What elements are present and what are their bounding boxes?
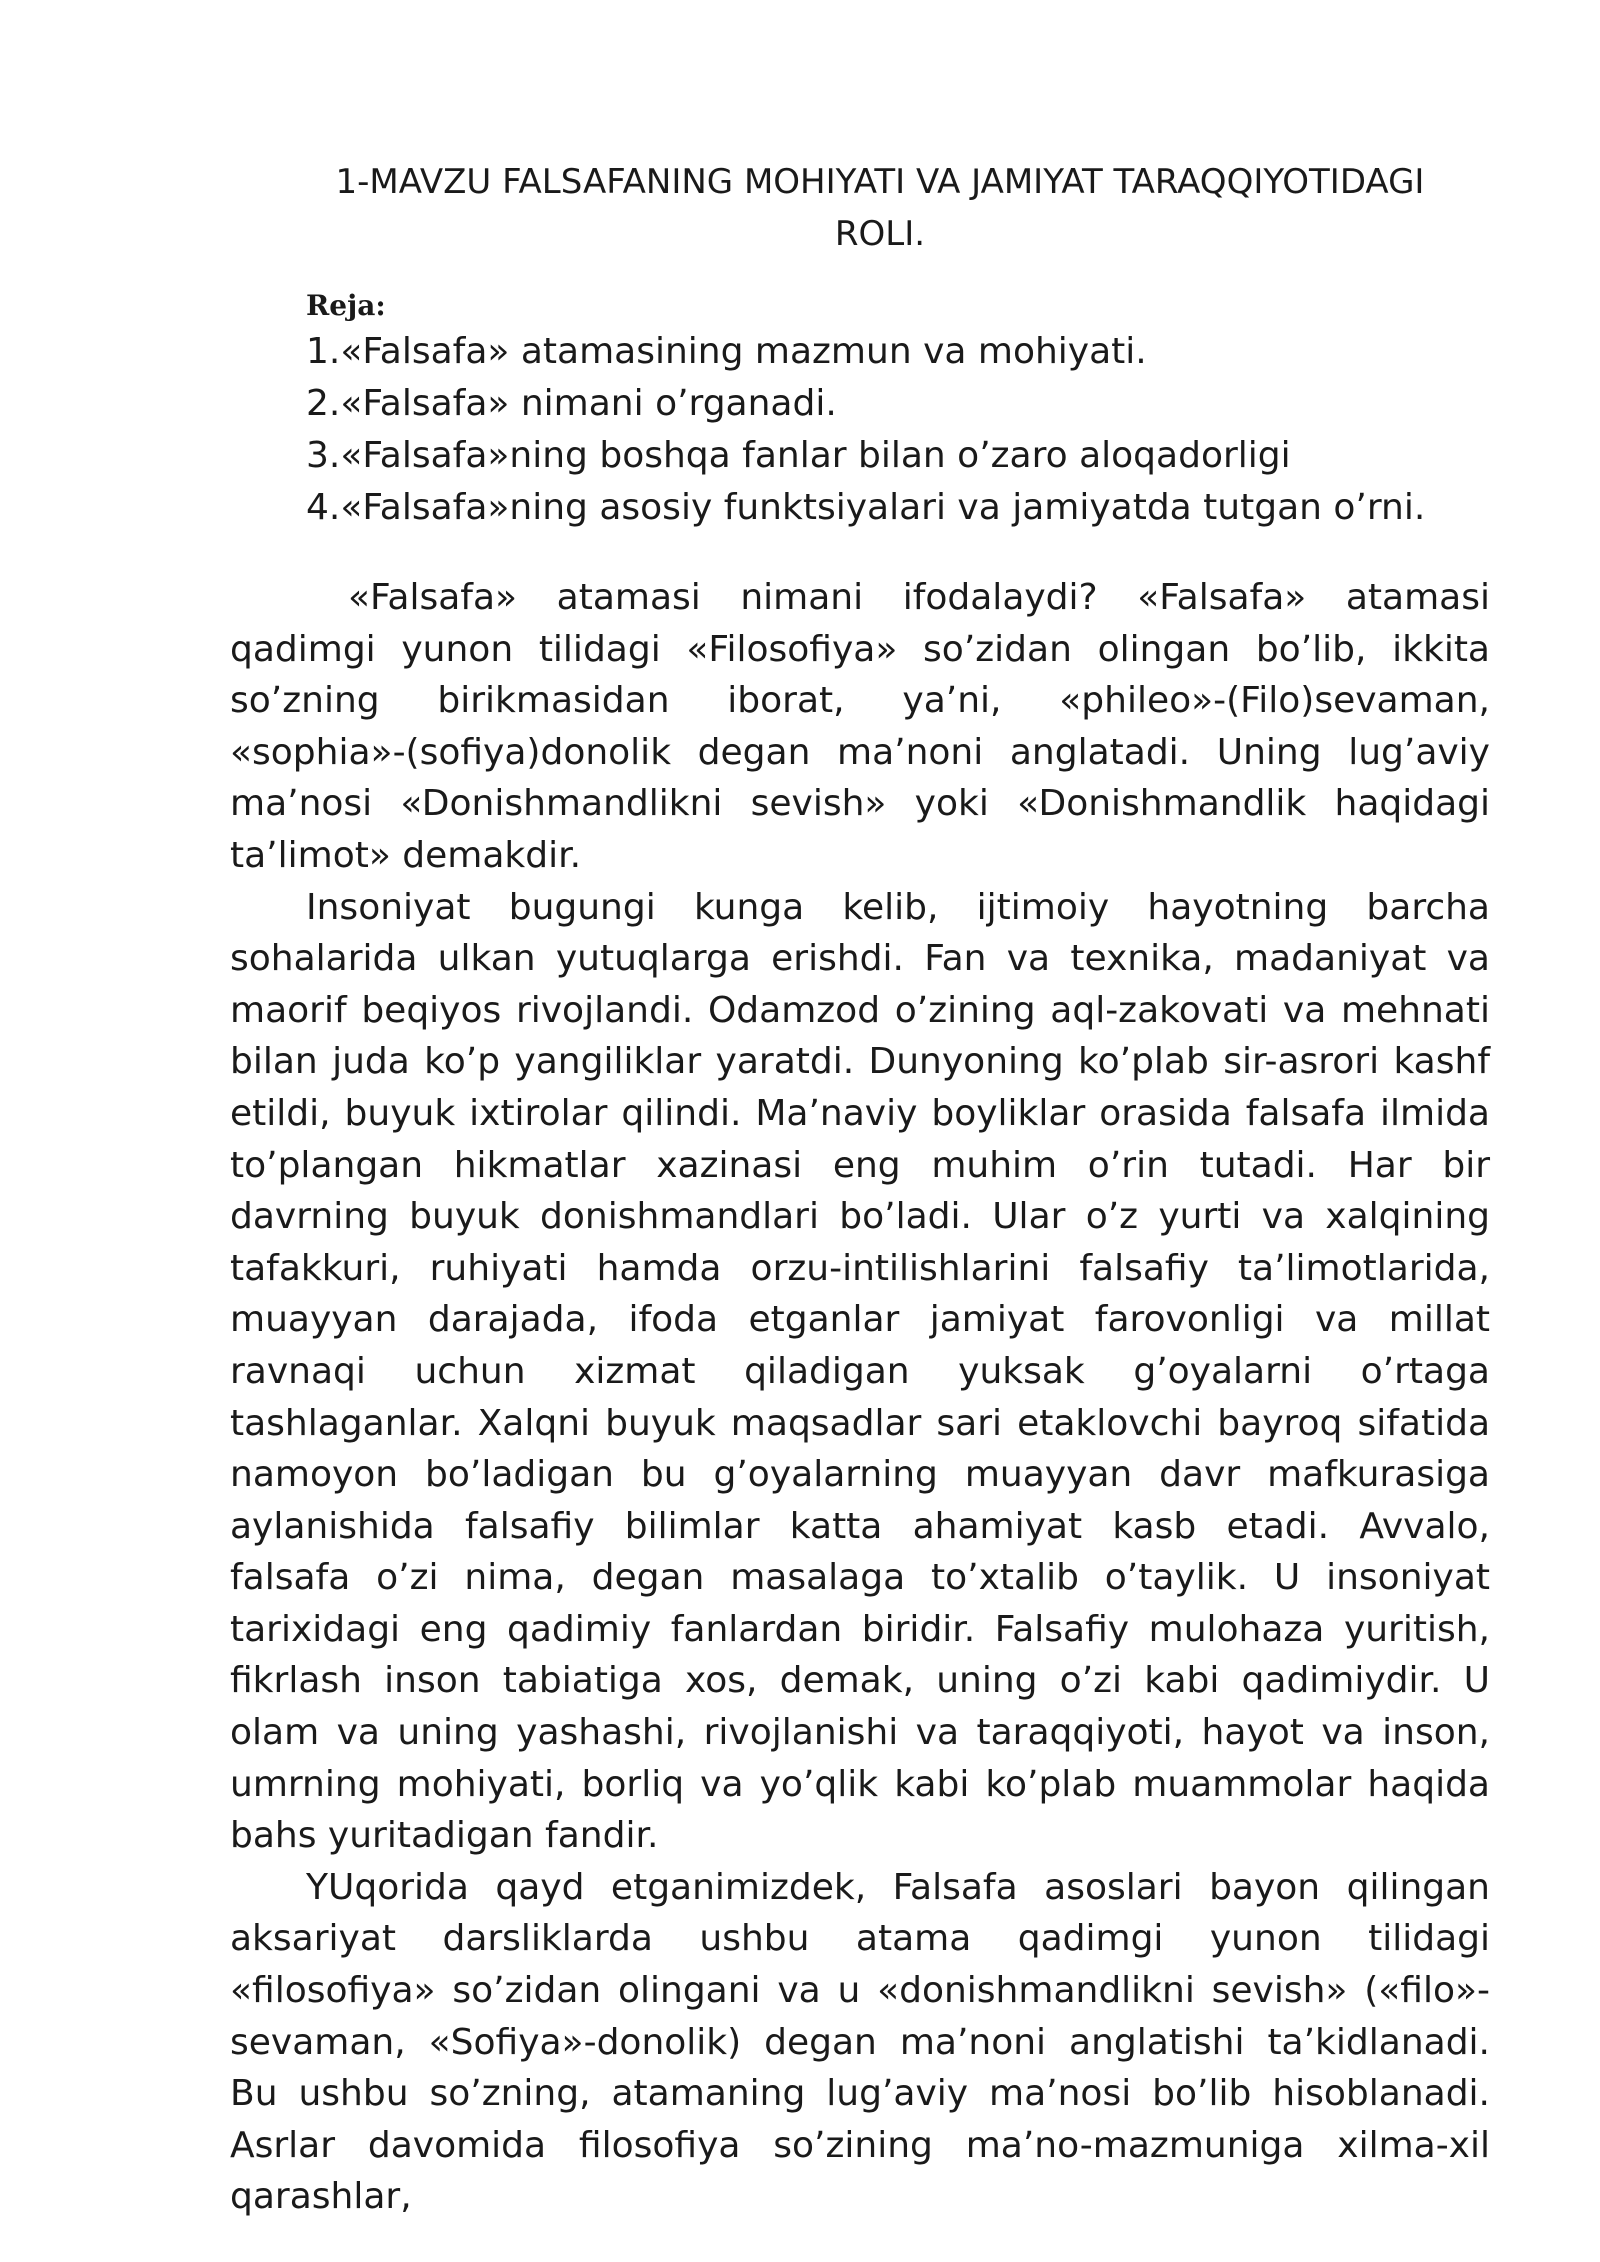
plan-item: 3.«Falsafa»ning boshqa fanlar bilan o’zaro aloqadorligi xyxy=(306,435,1291,476)
plan-label: Reja: xyxy=(306,289,386,322)
body-text xyxy=(230,572,1490,2223)
plan-item: 2.«Falsafa» nimani o’rganadi. xyxy=(306,383,837,424)
paragraph: «Falsafa» atamasi nimani ifodalaydi? «Falsafa» atamasi qadimgi yunon tilidagi «Filosofiya» so’zidan olingan bo’lib, ikkita so’zning birikmasidan iborat, ya’ni, «phileo»-(Filo)sevaman, «sophia»-(sofiya)donolik degan ma’noni anglatadi. Uning lug’aviy ma’nosi «Donishmandlikni sevish» yoki «Donishmandlik haqidagi ta’limot» demakdir. xyxy=(230,577,1490,876)
plan-list xyxy=(306,326,1506,534)
plan-item: 4.«Falsafa»ning asosiy funktsiyalari va jamiyatda tutgan o’rni. xyxy=(306,487,1426,528)
page-title-line-2: ROLI. xyxy=(834,214,926,254)
paragraph: YUqorida qayd etganimizdek, Falsafa asoslari bayon qilingan aksariyat darsliklarda ushbu atama qadimgi yunon tilidagi «filosofiya» so’zidan olingani va u «donishmandlikni sevish» («filo»-sevaman, «Sofiya»-donolik) degan ma’noni anglatishi ta’kidlanadi. Bu ushbu so’zning, atamaning lug’aviy ma’nosi bo’lib hisoblanadi. Asrlar davomida filosofiya so’zining ma’no-mazmuniga xilma-xil qarashlar, xyxy=(230,1866,1490,2218)
paragraph: Insoniyat bugungi kunga kelib, ijtimoiy hayotning barcha sohalarida ulkan yutuqlarga erishdi. Fan va texnika, madaniyat va maorif beqiyos rivojlandi. Odamzod o’zining aql-zakovati va mehnati bilan juda ko’p yangiliklar yaratdi. Dunyoning ko’plab sir-asrori kashf etildi, buyuk ixtirolar qilindi. Ma’naviy boyliklar orasida falsafa ilmida to’plangan hikmatlar xazinasi eng muhim o’rin tutadi. Har bir davrning buyuk donishmandlari bo’ladi. Ular o’z yurti va xalqining tafakkuri, ruhiyati hamda orzu-intilishlarini falsafiy ta’limotlarida, muayyan darajada, ifoda etganlar jamiyat farovonligi va millat ravnaqi uchun xizmat qiladigan yuksak g’oyalarni o’rtaga tashlaganlar. Xalqni buyuk maqsadlar sari etaklovchi bayroq sifatida namoyon bo’ladigan bu g’oyalarning muayyan davr mafkurasiga aylanishida falsafiy bilimlar katta ahamiyat kasb etadi. Avvalo, falsafa o’zi nima, degan masalaga to’xtalib o’taylik. U insoniyat tarixidagi eng qadimiy fanlardan biridir. Falsafiy mulohaza yuritish, fikrlash inson tabiatiga xos, demak, uning o’zi kabi qadimiydir. U olam va uning yashashi, rivojlanishi va taraqqiyoti, hayot va inson, umrning mohiyati, borliq va yo’qlik kabi ko’plab muammolar haqida bahs yuritadigan fandir. xyxy=(230,886,1490,1857)
page-title xyxy=(300,156,1460,260)
page-title-line-1: 1-MAVZU FALSAFANING MOHIYATI VA JAMIYAT TARAQQIYOTIDAGI xyxy=(335,162,1425,202)
plan-item: 1.«Falsafa» atamasining mazmun va mohiyati. xyxy=(306,331,1147,372)
